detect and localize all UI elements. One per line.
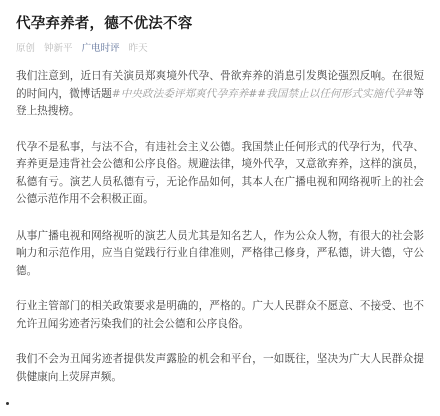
author-name: 钟新平: [44, 43, 73, 54]
paragraph-1: [16, 68, 424, 121]
account-name-link[interactable]: 广电时评: [81, 43, 120, 54]
publish-time: 昨天: [128, 43, 148, 54]
article-title: 代孕弃养者，德不优法不容: [16, 16, 193, 32]
paragraph-2: 代孕不是私事，与法不合，有违社会主义公德。我国禁止任何形式的代孕行为，代孕、弃养更是违背社会公德和公序良俗。规避法律，境外代孕，又意欲弃养，这样的演员，私德有亏。演艺人员私德有亏，无论作品如何，其本人在广播电视和网络视听上的社会公德示范作用不会积极正面。: [16, 140, 424, 205]
page-marker-dot: [6, 402, 9, 405]
paragraph-3: 从事广播电视和网络视听的演艺人员尤其是知名艺人，作为公众人物，有很大的社会影响力和示范作用，应当自觉践行行业自律准则，严格律己修身，严私德，讲大德，守公德。: [16, 229, 424, 277]
article-meta: [16, 42, 424, 56]
original-badge: 原创: [16, 43, 36, 54]
paragraph-5: 我们不会为丑闻劣迹者提供发声露脸的机会和平台，一如既往，坚决为广大人民群众提供健康向上荧屏声频。: [16, 353, 424, 383]
hashtag-link-2[interactable]: #我国禁止以任何形式实施代孕#: [257, 87, 414, 100]
paragraph-4: 行业主管部门的相关政策要求是明确的，严格的。广大人民群众不愿意、不接受、也不允许丑闻劣迹者污染我们的社会公德和公序良俗。: [16, 300, 424, 330]
paragraph-1-text-b: 等登上热搜榜。: [16, 87, 424, 117]
paragraph-1-text-a: 我们注意到，近日有关演员郑爽境外代孕、骨欲弃养的消息引发舆论强烈反响。在很短的时间内，微博话题: [16, 70, 424, 100]
hashtag-link-1[interactable]: #中央政法委评郑爽代孕弃养#: [111, 87, 258, 100]
